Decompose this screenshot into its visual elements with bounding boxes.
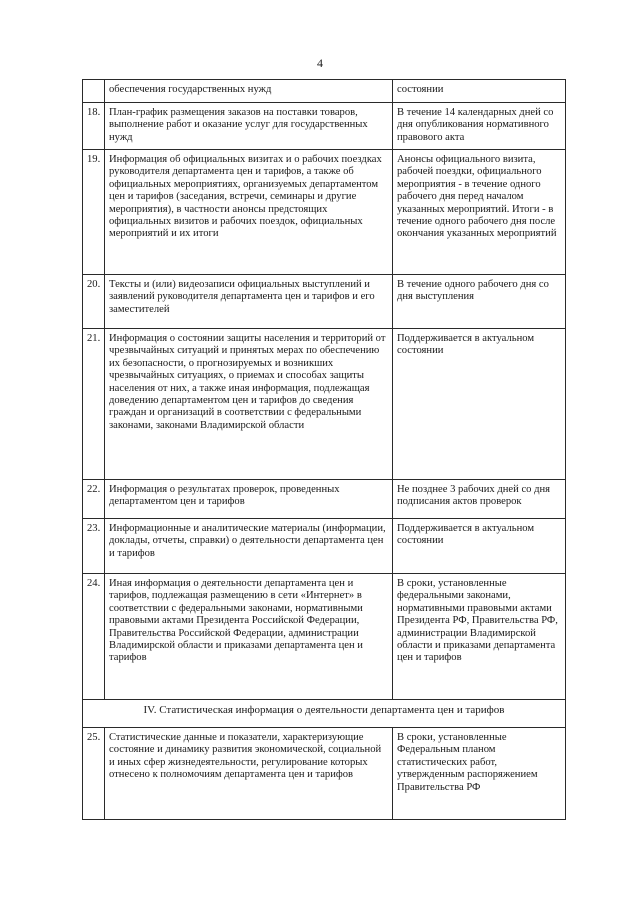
table-row	[83, 728, 566, 820]
page-number: 4	[317, 56, 323, 70]
row-update-term: Анонсы официального визита, рабочей поездки, официального мероприятия - в течение одного рабочего дня перед началом указанных мероприятий. Итоги - в течение одного рабочего дня после окончания указанных мероприятий	[393, 150, 566, 275]
table-row	[83, 329, 566, 480]
row-update-term: Поддерживается в актуальном состоянии	[393, 519, 566, 574]
table-row	[83, 275, 566, 329]
row-update-term: состоянии	[393, 80, 566, 103]
row-update-term: В течение 14 календарных дней со дня опубликования нормативного правового акта	[393, 103, 566, 150]
row-information-type: Информация об официальных визитах и о рабочих поездках руководителя департамента цен и тарифов, а также об официальных мероприятиях, организуемых департаментом цен и тарифов (заседания, встречи, семинары и другие мероприятия), в частности анонсы предстоящих официальных визитов и рабочих поездок, официальных мероприятий и их итоги	[105, 150, 393, 275]
row-update-term: В сроки, установленные Федеральным планом статистических работ, утвержденным распоряжением Правительства РФ	[393, 728, 566, 820]
row-number: 19.	[83, 150, 105, 275]
row-update-term: Не позднее 3 рабочих дней со дня подписания актов проверок	[393, 480, 566, 519]
row-number: 25.	[83, 728, 105, 820]
row-number: 21.	[83, 329, 105, 480]
row-number: 20.	[83, 275, 105, 329]
row-update-term: Поддерживается в актуальном состоянии	[393, 329, 566, 480]
row-information-type: Статистические данные и показатели, характеризующие состояние и динамику развития экономической, социальной и иных сфер жизнедеятельности, регулирование которых отнесено к полномочиям департамента цен и тарифов	[105, 728, 393, 820]
row-number: 18.	[83, 103, 105, 150]
row-number: 24.	[83, 574, 105, 700]
row-number	[83, 80, 105, 103]
row-information-type: Тексты и (или) видеозаписи официальных выступлений и заявлений руководителя департамента цен и тарифов и его заместителей	[105, 275, 393, 329]
row-information-type: Информационные и аналитические материалы (информации, доклады, отчеты, справки) о деятельности департамента цен и тарифов	[105, 519, 393, 574]
section-header-row	[83, 700, 566, 728]
information-table	[82, 79, 566, 820]
table-row	[83, 574, 566, 700]
row-number: 22.	[83, 480, 105, 519]
row-information-type: Информация о результатах проверок, проведенных департаментом цен и тарифов	[105, 480, 393, 519]
row-update-term: В сроки, установленные федеральными законами, нормативными правовыми актами Президента РФ, Правительства РФ, администрации Владимирской области и приказами департамента цен и тарифов	[393, 574, 566, 700]
table-row	[83, 150, 566, 275]
table-row	[83, 80, 566, 103]
table-row	[83, 103, 566, 150]
row-update-term: В течение одного рабочего дня со дня выступления	[393, 275, 566, 329]
table-row	[83, 480, 566, 519]
table-row	[83, 519, 566, 574]
row-information-type: обеспечения государственных нужд	[105, 80, 393, 103]
row-number: 23.	[83, 519, 105, 574]
section-title: IV. Статистическая информация о деятельности департамента цен и тарифов	[83, 700, 566, 728]
row-information-type: План-график размещения заказов на поставки товаров, выполнение работ и оказание услуг для государственных нужд	[105, 103, 393, 150]
row-information-type: Иная информация о деятельности департамента цен и тарифов, подлежащая размещению в сети «Интернет» в соответствии с федеральными законами, нормативными правовыми актами Президента Российской Федерации, Правительства Российской Федерации, администрации Владимирской области и приказами департамента цен и тарифов	[105, 574, 393, 700]
row-information-type: Информация о состоянии защиты населения и территорий от чрезвычайных ситуаций и принятых мерах по обеспечению их безопасности, о прогнозируемых и возникших чрезвычайных ситуациях, о приемах и способах защиты населения от них, а также иная информация, подлежащая доведению департаментом цен и тарифов до сведения граждан и организаций в соответствии с федеральными законами, законами Владимирской области	[105, 329, 393, 480]
